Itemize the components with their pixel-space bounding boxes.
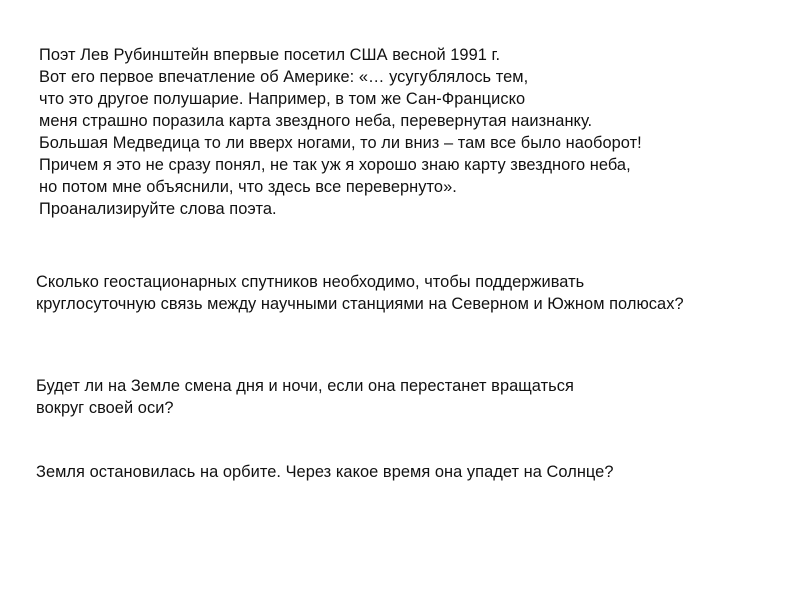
question-poet-paragraph <box>39 44 642 220</box>
text-line: Проанализируйте слова поэта. <box>39 200 277 218</box>
text-line: вокруг своей оси? <box>36 399 174 417</box>
text-line: что это другое полушарие. Например, в том же Сан-Франциско <box>39 90 526 108</box>
text-line: Поэт Лев Рубинштейн впервые посетил США весной 1991 г. <box>39 46 501 64</box>
question-earth-rotation <box>36 375 574 419</box>
text-line: Земля остановилась на орбите. Через какое время она упадет на Солнце? <box>36 463 614 481</box>
question-geostationary-satellites <box>36 271 684 315</box>
text-line: Большая Медведица то ли вверх ногами, то ли вниз – там все было наоборот! <box>39 134 642 152</box>
text-line: меня страшно поразила карта звездного неба, перевернутая наизнанку. <box>39 112 593 130</box>
text-line: но потом мне объяснили, что здесь все перевернуто». <box>39 178 457 196</box>
text-line: круглосуточную связь между научными станциями на Северном и Южном полюсах? <box>36 295 684 313</box>
question-earth-falls-on-sun <box>36 461 614 483</box>
text-line: Вот его первое впечатление об Америке: «… усугублялось тем, <box>39 68 529 86</box>
text-line: Причем я это не сразу понял, не так уж я хорошо знаю карту звездного неба, <box>39 156 631 174</box>
text-line: Будет ли на Земле смена дня и ночи, если она перестанет вращаться <box>36 377 574 395</box>
text-line: Сколько геостационарных спутников необходимо, чтобы поддерживать <box>36 273 585 291</box>
